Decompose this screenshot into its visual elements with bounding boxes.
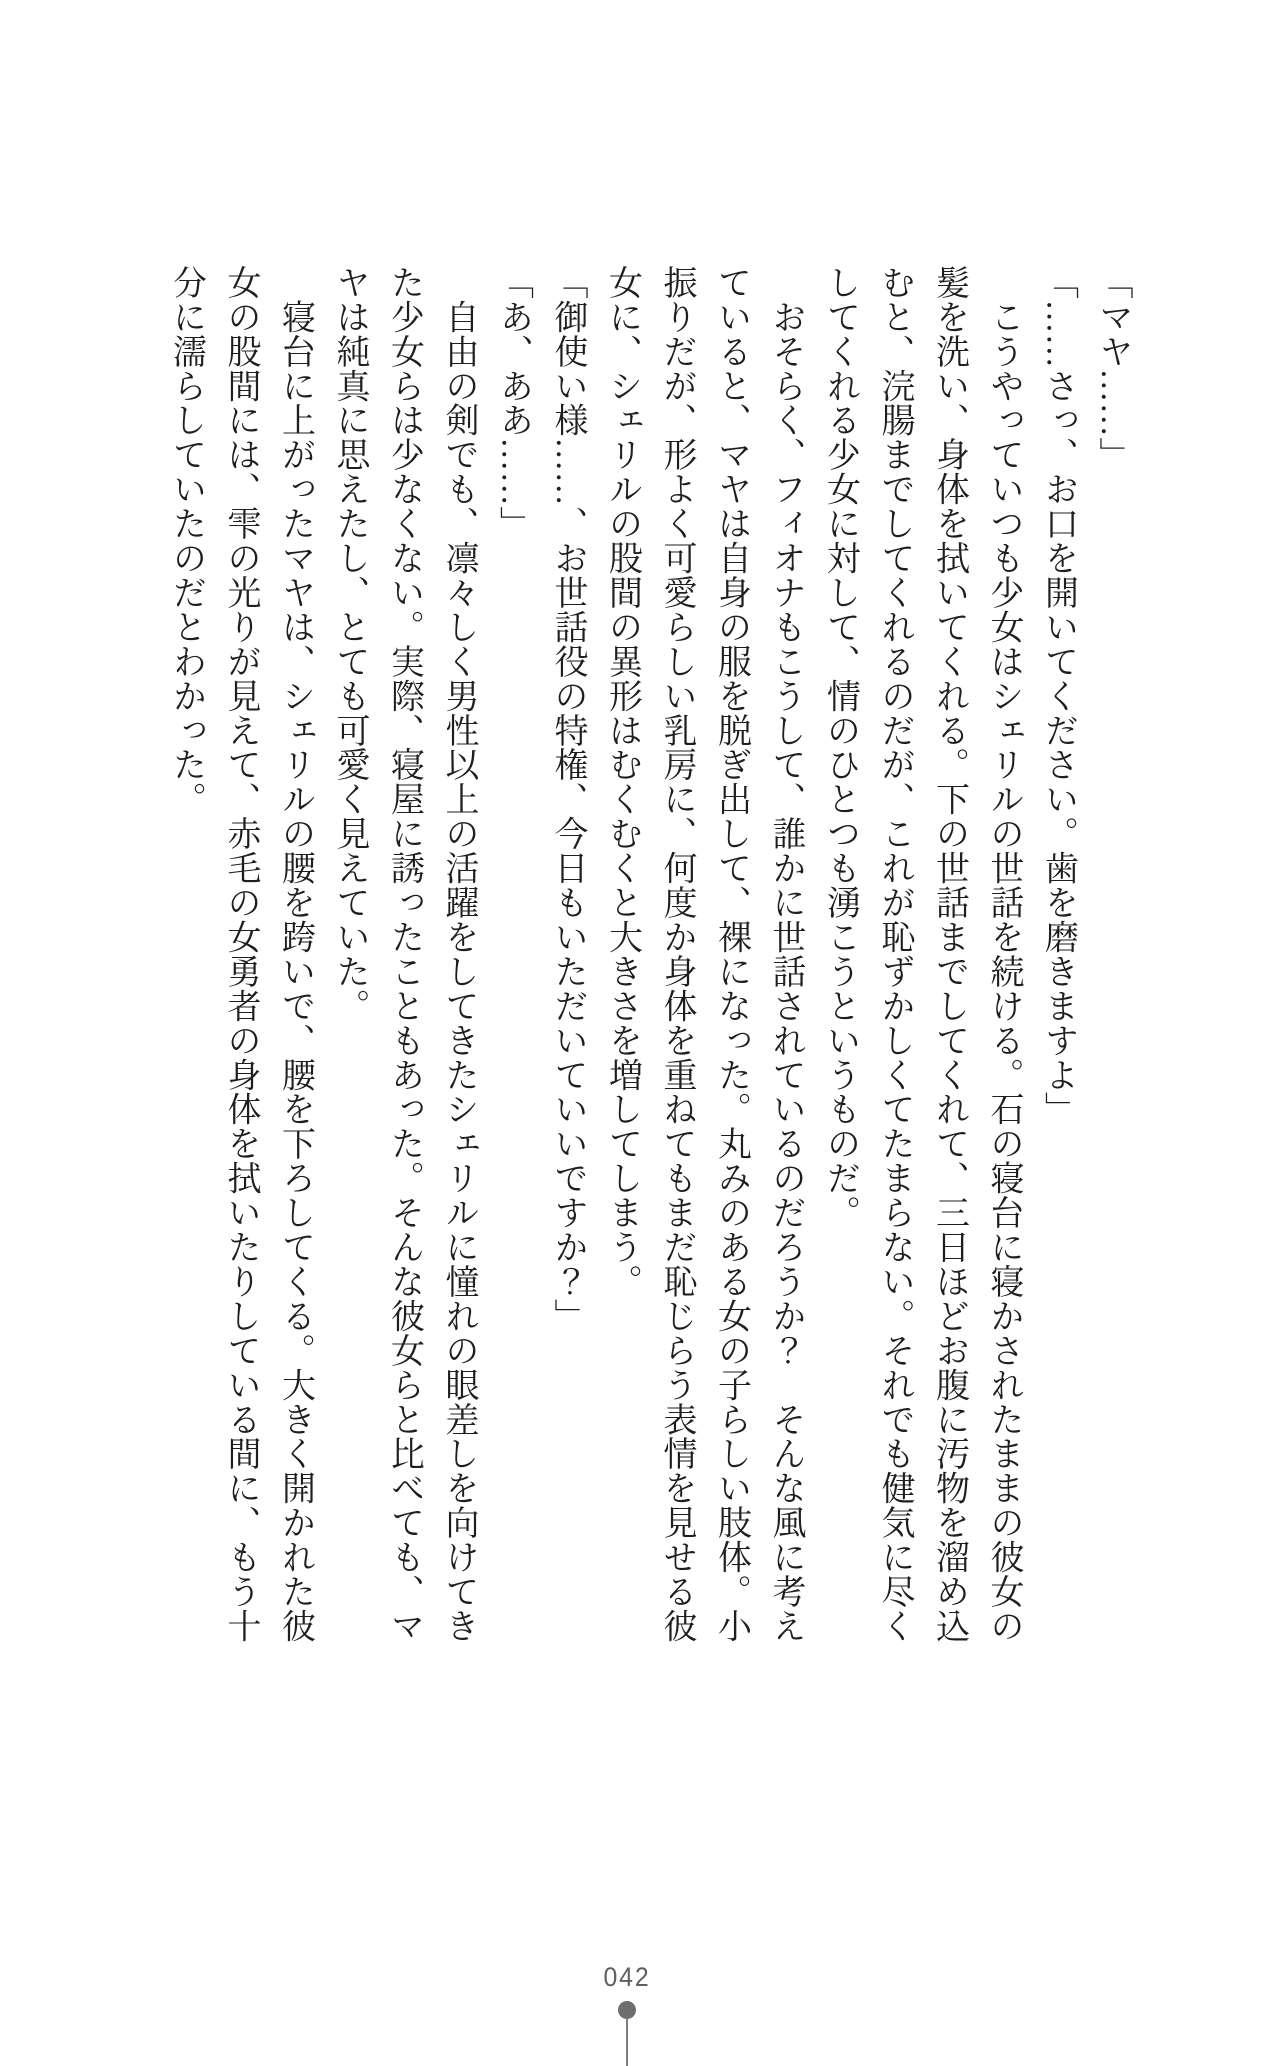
text-column: おそらく、フィオナもこうして、誰かに世話されているのだろうか？ そんな風に考え — [767, 265, 804, 1643]
text-column: してくれる少女に対して、情のひとつも湧こうというものだ。 — [821, 265, 859, 1230]
text-column: 「御使い様……、お世話役の特権、今日もいただいていいですか？」 — [549, 265, 586, 1333]
ornament-line — [626, 2017, 628, 2066]
text-column: 「マヤ……」 — [1094, 265, 1131, 472]
text-column: ヤは純真に思えたし、とても可愛く見えていた。 — [331, 265, 368, 1023]
page-text — [158, 265, 1139, 1647]
text-column: 女に、シェリルの股間の異形はむくむくと大きさを増してしまう。 — [603, 265, 641, 1299]
text-column: 「あ、ああ……」 — [494, 265, 532, 541]
text-column: 女の股間には、雫の光りが見えて、赤毛の女勇者の身体を拭いたりしている間に、もう十 — [222, 265, 259, 1643]
page-number: 042 — [603, 1962, 651, 1992]
text-column: 分に濡らしていたのだとわかった。 — [167, 265, 205, 817]
text-column: ていると、マヤは自身の服を脱ぎ出して、裸になった。丸みのある女の子らしい肢体。小 — [712, 265, 750, 1643]
page-footer — [577, 1962, 677, 2066]
text-column: 振りだが、形よく可愛らしい乳房に、何度か身体を重ねてもまだ恥じらう表情を見せる彼 — [658, 265, 695, 1643]
text-column: 髪を洗い、身体を拭いてくれる。下の世話までしてくれて、三日ほどお腹に汚物を溜め込 — [930, 265, 968, 1643]
text-column: 自由の剣でも、凛々しく男性以上の活躍をしてきたシェリルに憧れの眼差しを向けてき — [440, 265, 477, 1643]
text-column: 「……さっ、お口を開いてください。歯を磨きますよ」 — [1039, 265, 1077, 1127]
text-column: こうやっていつも少女はシェリルの世話を続ける。石の寝台に寝かされたままの彼女の — [985, 265, 1022, 1643]
text-column: た少女らは少なくない。実際、寝屋に誘ったこともあった。そんな彼女らと比べても、マ — [385, 265, 423, 1643]
text-column: むと、浣腸までしてくれるのだが、これが恥ずかしくてたまらない。それでも健気に尽く — [876, 265, 913, 1643]
text-column: 寝台に上がったマヤは、シェリルの腰を跨いで、腰を下ろしてくる。大きく開かれた彼 — [276, 265, 314, 1643]
